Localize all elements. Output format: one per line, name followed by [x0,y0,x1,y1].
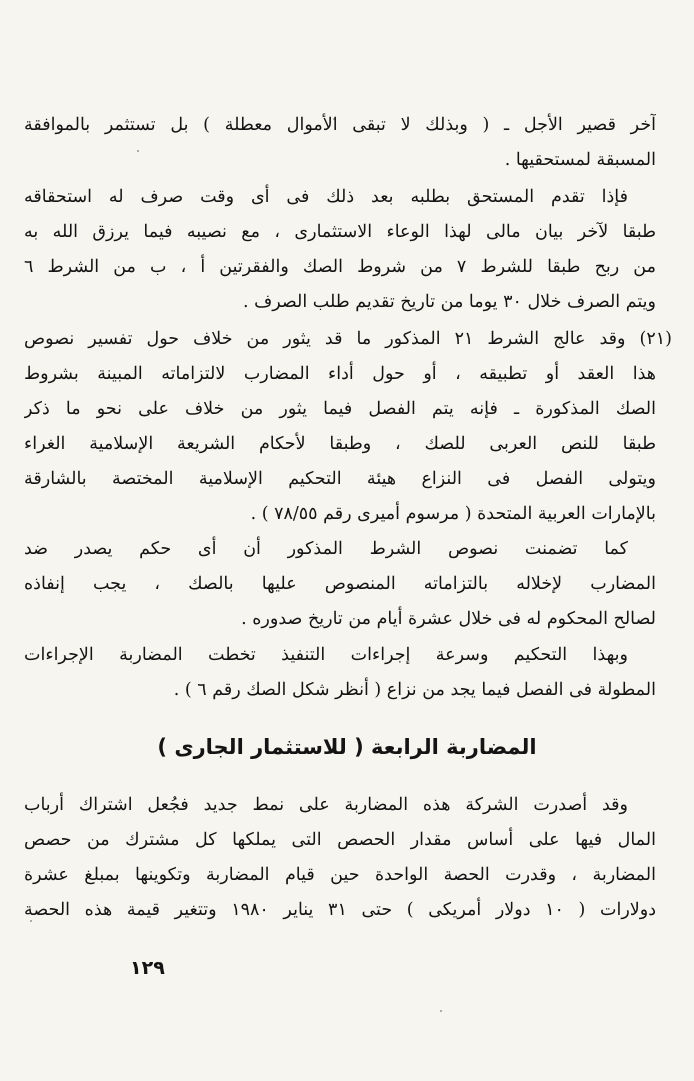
text-line: دولارات ( ١٠ دولار أمريكى ) حتى ٣١ يناير ١٩٨٠ وتتغير قيمة هذه الحصة [24,900,656,920]
text-line: فإذا تقدم المستحق بطلبه بعد ذلك فى أى وقت صرف له استحقاقه [24,187,628,207]
paragraph-clause-21 [24,322,672,532]
text-line: المطولة فى الفصل فيما يجد من نزاع ( أنظر شكل الصك رقم ٦ ) . [173,680,656,700]
text-line: من ربح طبقا للشرط ٧ من شروط الصك والفقرتين أ ، ب من الشرط ٦ [24,257,656,277]
text-line: وقد أصدرت الشركة هذه المضاربة على نمط جديد فجُعل اشتراك أرباب [24,795,628,815]
text-line: طبقا للنص العربى للصك ، وطبقا لأحكام الشريعة الإسلامية الغراء [24,434,656,454]
paragraph-withdrawal [24,180,656,320]
text-line: طبقا لآخر بيان مالى لهذا الوعاء الاستثمارى ، مع نصيبه فيما يرزق الله به [24,222,656,242]
text-line: المضاربة ، وقدرت الحصة الواحدة حين قيام المضاربة وتكوينها بمبلغ عشرة [24,865,656,885]
paragraph-arbitration [24,638,656,708]
text-line: آخر قصير الأجل ـ ( وبذلك لا تبقى الأموال معطلة ) بل تستثمر بالموافقة [24,115,656,135]
text-line: ويتم الصرف خلال ٣٠ يوما من تاريخ تقديم طلب الصرف . [242,292,656,312]
text-line: المضارب لإخلاله بالتزاماته المنصوص عليها بالصك ، يجب إنفاذه [24,574,656,594]
page-speck [440,1010,442,1012]
text-line: بالإمارات العربية المتحدة ( مرسوم أميرى رقم ٧٨/٥٥ ) . [250,504,656,524]
text-line: المال فيها على أساس مقدار الحصص التى يملكها كل مشترك من حصص [24,830,656,850]
text-line: (٢١) وقد عالج الشرط ٢١ المذكور ما قد يثور من خلاف حول تفسير نصوص [24,329,672,349]
text-line: لصالح المحكوم له فى خلال عشرة أيام من تاريخ صدوره . [241,609,656,629]
paragraph-judgement [24,532,656,637]
section-heading: المضاربة الرابعة ( للاستثمار الجارى ) [157,735,537,759]
text-line: الصك المذكورة ـ فإنه يتم الفصل فيما يثور من خلاف على نحو ما ذكر [24,399,656,419]
text-line: هذا العقد أو تطبيقه ، أو حول أداء المضارب لالتزاماته المبينة بشروط [24,364,656,384]
paragraph-continuation [24,108,656,178]
text-line: المسبقة لمستحقيها . [504,150,656,170]
text-line: وبهذا التحكيم وسرعة إجراءات التنفيذ تخطت المضاربة الإجراءات [24,645,628,665]
paragraph-fourth-mudaraba [24,788,656,928]
page-number: ١٢٩ [130,957,165,979]
text-line: ويتولى الفصل فى النزاع هيئة التحكيم الإسلامية المختصة بالشارقة [24,469,656,489]
text-line: كما تضمنت نصوص الشرط المذكور أن أى حكم يصدر ضد [24,539,628,559]
